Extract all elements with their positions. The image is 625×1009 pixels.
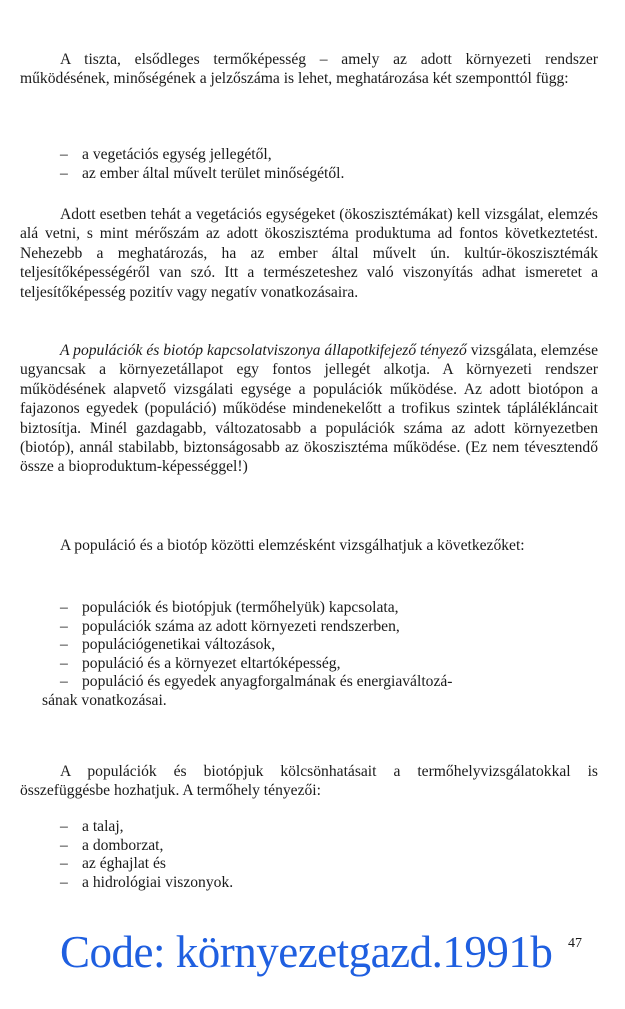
- list-item-continuation: sának vonatkozásai.: [42, 691, 167, 709]
- list-item: – az ember által művelt terület minőségétől.: [60, 164, 345, 182]
- list-item: – populációk és biotópjuk (termőhelyük) kapcsolata,: [60, 599, 399, 616]
- italic-heading: A populációk és biotóp kapcsolatviszonya állapotkifejező tényező: [60, 342, 467, 359]
- list-item: – a domborzat,: [60, 836, 164, 854]
- paragraph-analysis-intro: A populáció és a biotóp közötti elemzésként vizsgálhatjuk a következőket:: [60, 537, 525, 554]
- list-item: – a hidrológiai viszonyok.: [60, 873, 234, 891]
- list-item: – populáció és a környezet eltartóképesség,: [60, 654, 341, 672]
- list-item: – az éghajlat és: [60, 855, 166, 873]
- list-item: – populáció és egyedek anyagforgalmának és energiaváltozá- sának vonatkozásai.: [42, 673, 453, 709]
- paragraph-productivity: A tiszta, elsődleges termőképesség – amely az adott környezeti rendszer működésének, minőségének a jelzőszáma is lehet, meghatározása két szemponttól függ:: [20, 51, 598, 88]
- code-caption: Code: környezetgazd.1991b: [60, 927, 553, 977]
- criteria-list: [60, 146, 600, 183]
- paragraph-populations: [20, 341, 598, 477]
- list-item: – a talaj,: [60, 818, 124, 835]
- list-item: – populációk száma az adott környezeti rendszerben,: [60, 617, 400, 635]
- habitat-factors-list: [60, 818, 600, 892]
- paragraph-populations-body: vizsgálata, elemzése ugyancsak a környezetállapot egy fontos jellegét alkotja. A környezeti rendszer működésének alapvető vizsgálati egysége a populációk működése. Az adott biotópon a fajazonos egyedek (populáció) működése mindenekelőtt a trofikus szintek táplálékláncait biztosítja. Minél gazdagabb, változatosabb a populációk száma az adott környezetben (biotóp), annál stabilabb, biztonságosabb az ökoszisztéma működése. (Ez nem tévesztendő össze a bioproduktum-képességgel!): [20, 342, 598, 476]
- list-item: – populációgenetikai változások,: [60, 636, 276, 654]
- list-item: – a vegetációs egység jellegétől,: [60, 146, 272, 163]
- paragraph-ecosystems: Adott esetben tehát a vegetációs egységeket (ökoszisztémákat) kell vizsgálat, elemzés alá vetni, s mint mérőszám az adott ökoszisztéma produktuma ad fontos következtetést. Nehezebb a meghatározás, ha az ember által művelt ún. kultúr-ökoszisztémák teljesítőképességéről van szó. Itt a természeteshez való viszonyítás adhat ismeretet a teljesítőképesség pozitív vagy negatív vonatkozásaira.: [20, 206, 598, 301]
- page-number: 47: [568, 936, 582, 951]
- paragraph-habitat: A populációk és biotópjuk kölcsönhatásait a termőhelyvizsgálatokkal is összefüggésbe hozhatjuk. A termőhely tényezői:: [20, 763, 598, 800]
- analysis-list: [42, 599, 600, 709]
